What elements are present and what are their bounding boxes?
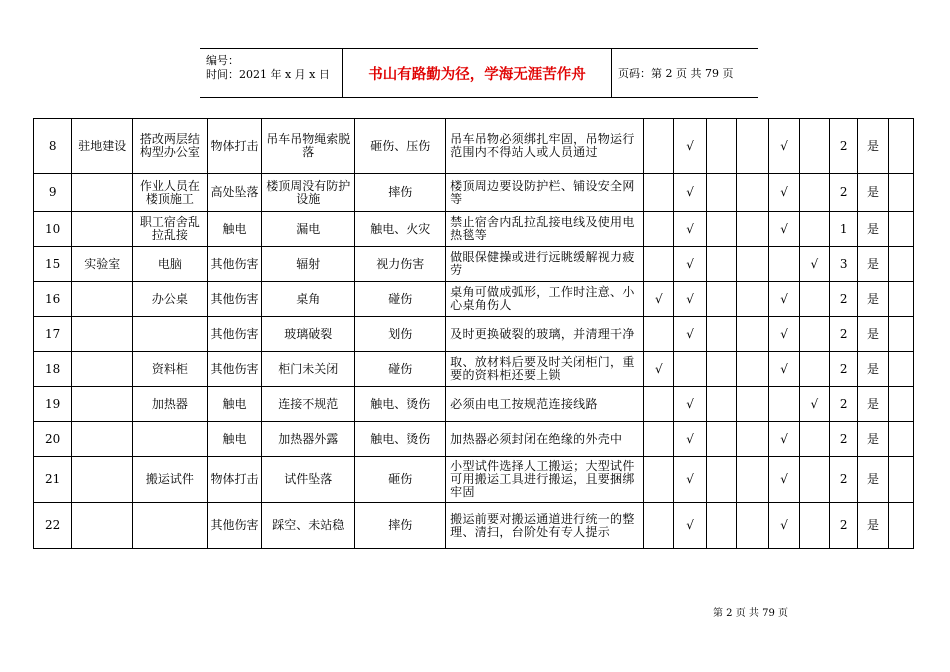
check-cell-1: √ bbox=[644, 352, 674, 387]
hazard-cell: 加热器外露 bbox=[262, 422, 355, 457]
measure-cell: 做眼保健操或进行远眺缓解视力疲劳 bbox=[446, 247, 644, 282]
area-cell bbox=[72, 503, 133, 549]
flag-cell: 是 bbox=[858, 119, 888, 174]
check-cell-3 bbox=[706, 119, 736, 174]
level-cell: 2 bbox=[830, 422, 858, 457]
item-cell bbox=[133, 422, 208, 457]
check-cell-3 bbox=[706, 247, 736, 282]
check-cell-6 bbox=[799, 174, 829, 212]
item-cell: 搬运试件 bbox=[133, 457, 208, 503]
check-cell-6 bbox=[799, 457, 829, 503]
type-cell: 触电 bbox=[207, 387, 262, 422]
row-number: 9 bbox=[34, 174, 72, 212]
harm-cell: 砸伤 bbox=[355, 457, 446, 503]
empty-cell bbox=[888, 457, 913, 503]
table-row bbox=[34, 387, 914, 422]
measure-cell: 楼顶周边要设防护栏、铺设安全网等 bbox=[446, 174, 644, 212]
flag-cell: 是 bbox=[858, 247, 888, 282]
item-cell: 搭改两层结构型办公室 bbox=[133, 119, 208, 174]
measure-cell: 小型试件选择人工搬运；大型试件可用搬运工具进行搬运，且要捆绑牢固 bbox=[446, 457, 644, 503]
area-cell: 实验室 bbox=[72, 247, 133, 282]
hazard-table-body bbox=[34, 119, 914, 549]
level-cell: 2 bbox=[830, 387, 858, 422]
item-cell: 职工宿舍乱拉乱接 bbox=[133, 212, 208, 247]
item-cell: 资料柜 bbox=[133, 352, 208, 387]
item-cell: 办公桌 bbox=[133, 282, 208, 317]
harm-cell: 触电、烫伤 bbox=[355, 422, 446, 457]
area-cell bbox=[72, 387, 133, 422]
check-cell-2: √ bbox=[674, 212, 706, 247]
hazard-cell: 漏电 bbox=[262, 212, 355, 247]
item-cell: 电脑 bbox=[133, 247, 208, 282]
check-cell-1: √ bbox=[644, 282, 674, 317]
measure-cell: 加热器必须封闭在绝缘的外壳中 bbox=[446, 422, 644, 457]
flag-cell: 是 bbox=[858, 282, 888, 317]
table-row bbox=[34, 247, 914, 282]
header-motto: 书山有路勤为径，学海无涯苦作舟 bbox=[342, 49, 612, 97]
type-cell: 触电 bbox=[207, 422, 262, 457]
check-cell-5: √ bbox=[769, 119, 799, 174]
flag-cell: 是 bbox=[858, 387, 888, 422]
measure-cell: 必须由电工按规范连接线路 bbox=[446, 387, 644, 422]
measure-cell: 吊车吊物必须绑扎牢固，吊物运行范围内不得站人或人员通过 bbox=[446, 119, 644, 174]
area-cell bbox=[72, 352, 133, 387]
type-cell: 其他伤害 bbox=[207, 247, 262, 282]
check-cell-1 bbox=[644, 503, 674, 549]
check-cell-3 bbox=[706, 352, 736, 387]
hazard-table bbox=[33, 118, 914, 549]
level-cell: 2 bbox=[830, 352, 858, 387]
check-cell-6: √ bbox=[799, 387, 829, 422]
check-cell-2: √ bbox=[674, 247, 706, 282]
level-cell: 2 bbox=[830, 317, 858, 352]
type-cell: 物体打击 bbox=[207, 119, 262, 174]
empty-cell bbox=[888, 247, 913, 282]
check-cell-6: √ bbox=[799, 247, 829, 282]
row-number: 19 bbox=[34, 387, 72, 422]
harm-cell: 碰伤 bbox=[355, 352, 446, 387]
check-cell-4 bbox=[737, 422, 769, 457]
table-row bbox=[34, 503, 914, 549]
header-info bbox=[200, 49, 342, 97]
area-cell bbox=[72, 422, 133, 457]
table-row bbox=[34, 212, 914, 247]
check-cell-2: √ bbox=[674, 174, 706, 212]
harm-cell: 摔伤 bbox=[355, 503, 446, 549]
level-cell: 2 bbox=[830, 174, 858, 212]
check-cell-4 bbox=[737, 212, 769, 247]
check-cell-2: √ bbox=[674, 503, 706, 549]
check-cell-4 bbox=[737, 119, 769, 174]
check-cell-1 bbox=[644, 119, 674, 174]
check-cell-3 bbox=[706, 174, 736, 212]
flag-cell: 是 bbox=[858, 422, 888, 457]
flag-cell: 是 bbox=[858, 317, 888, 352]
measure-cell: 及时更换破裂的玻璃，并清理干净 bbox=[446, 317, 644, 352]
area-cell bbox=[72, 317, 133, 352]
check-cell-1 bbox=[644, 247, 674, 282]
check-cell-4 bbox=[737, 503, 769, 549]
check-cell-5: √ bbox=[769, 422, 799, 457]
check-cell-4 bbox=[737, 352, 769, 387]
check-cell-4 bbox=[737, 247, 769, 282]
type-cell: 触电 bbox=[207, 212, 262, 247]
check-cell-1 bbox=[644, 457, 674, 503]
measure-cell: 禁止宿舍内乱拉乱接电线及使用电热毯等 bbox=[446, 212, 644, 247]
check-cell-2: √ bbox=[674, 422, 706, 457]
level-cell: 2 bbox=[830, 457, 858, 503]
harm-cell: 视力伤害 bbox=[355, 247, 446, 282]
check-cell-1 bbox=[644, 387, 674, 422]
check-cell-5: √ bbox=[769, 212, 799, 247]
level-cell: 3 bbox=[830, 247, 858, 282]
check-cell-2: √ bbox=[674, 457, 706, 503]
hazard-cell: 试件坠落 bbox=[262, 457, 355, 503]
check-cell-1 bbox=[644, 317, 674, 352]
page-footer: 第 2 页 共 79 页 bbox=[713, 608, 788, 619]
check-cell-4 bbox=[737, 387, 769, 422]
flag-cell: 是 bbox=[858, 174, 888, 212]
measure-cell: 桌角可做成弧形，工作时注意、小心桌角伤人 bbox=[446, 282, 644, 317]
row-number: 21 bbox=[34, 457, 72, 503]
check-cell-2: √ bbox=[674, 317, 706, 352]
level-cell: 2 bbox=[830, 119, 858, 174]
table-row bbox=[34, 317, 914, 352]
page-label: 页码：第 2 页 共 79 页 bbox=[618, 67, 734, 80]
flag-cell: 是 bbox=[858, 212, 888, 247]
area-cell: 驻地建设 bbox=[72, 119, 133, 174]
table-row bbox=[34, 119, 914, 174]
measure-cell: 取、放材料后要及时关闭柜门，重要的资料柜还要上锁 bbox=[446, 352, 644, 387]
area-cell bbox=[72, 212, 133, 247]
area-cell bbox=[72, 282, 133, 317]
check-cell-2 bbox=[674, 352, 706, 387]
check-cell-6 bbox=[799, 317, 829, 352]
flag-cell: 是 bbox=[858, 457, 888, 503]
check-cell-3 bbox=[706, 317, 736, 352]
table-row bbox=[34, 457, 914, 503]
harm-cell: 触电、烫伤 bbox=[355, 387, 446, 422]
flag-cell: 是 bbox=[858, 503, 888, 549]
empty-cell bbox=[888, 119, 913, 174]
check-cell-6 bbox=[799, 503, 829, 549]
flag-cell: 是 bbox=[858, 352, 888, 387]
hazard-cell: 辐射 bbox=[262, 247, 355, 282]
check-cell-5: √ bbox=[769, 282, 799, 317]
harm-cell: 摔伤 bbox=[355, 174, 446, 212]
check-cell-2: √ bbox=[674, 119, 706, 174]
level-cell: 1 bbox=[830, 212, 858, 247]
item-cell: 作业人员在楼顶施工 bbox=[133, 174, 208, 212]
check-cell-3 bbox=[706, 503, 736, 549]
item-cell bbox=[133, 503, 208, 549]
level-cell: 2 bbox=[830, 282, 858, 317]
check-cell-5: √ bbox=[769, 503, 799, 549]
type-cell: 物体打击 bbox=[207, 457, 262, 503]
check-cell-5 bbox=[769, 247, 799, 282]
type-cell: 其他伤害 bbox=[207, 352, 262, 387]
check-cell-6 bbox=[799, 212, 829, 247]
check-cell-5: √ bbox=[769, 352, 799, 387]
harm-cell: 划伤 bbox=[355, 317, 446, 352]
item-cell bbox=[133, 317, 208, 352]
row-number: 18 bbox=[34, 352, 72, 387]
check-cell-2: √ bbox=[674, 282, 706, 317]
empty-cell bbox=[888, 422, 913, 457]
hazard-cell: 玻璃破裂 bbox=[262, 317, 355, 352]
row-number: 22 bbox=[34, 503, 72, 549]
row-number: 20 bbox=[34, 422, 72, 457]
type-cell: 其他伤害 bbox=[207, 282, 262, 317]
hazard-cell: 柜门未关闭 bbox=[262, 352, 355, 387]
check-cell-3 bbox=[706, 457, 736, 503]
empty-cell bbox=[888, 317, 913, 352]
item-cell: 加热器 bbox=[133, 387, 208, 422]
table-row bbox=[34, 174, 914, 212]
check-cell-5: √ bbox=[769, 457, 799, 503]
check-cell-4 bbox=[737, 317, 769, 352]
type-cell: 高处坠落 bbox=[207, 174, 262, 212]
level-cell: 2 bbox=[830, 503, 858, 549]
row-number: 17 bbox=[34, 317, 72, 352]
check-cell-6 bbox=[799, 119, 829, 174]
check-cell-4 bbox=[737, 457, 769, 503]
area-cell bbox=[72, 174, 133, 212]
document-header bbox=[200, 48, 758, 98]
measure-cell: 搬运前要对搬运通道进行统一的整理、清扫，台阶处有专人提示 bbox=[446, 503, 644, 549]
check-cell-4 bbox=[737, 174, 769, 212]
row-number: 8 bbox=[34, 119, 72, 174]
table-row bbox=[34, 422, 914, 457]
check-cell-3 bbox=[706, 282, 736, 317]
row-number: 16 bbox=[34, 282, 72, 317]
row-number: 10 bbox=[34, 212, 72, 247]
table-row bbox=[34, 352, 914, 387]
check-cell-6 bbox=[799, 352, 829, 387]
harm-cell: 碰伤 bbox=[355, 282, 446, 317]
empty-cell bbox=[888, 387, 913, 422]
time-label: 时间：2021 年 x 月 x 日 bbox=[206, 68, 330, 81]
empty-cell bbox=[888, 503, 913, 549]
type-cell: 其他伤害 bbox=[207, 317, 262, 352]
check-cell-3 bbox=[706, 387, 736, 422]
check-cell-6 bbox=[799, 422, 829, 457]
empty-cell bbox=[888, 352, 913, 387]
empty-cell bbox=[888, 174, 913, 212]
check-cell-1 bbox=[644, 174, 674, 212]
check-cell-1 bbox=[644, 212, 674, 247]
type-cell: 其他伤害 bbox=[207, 503, 262, 549]
check-cell-3 bbox=[706, 422, 736, 457]
check-cell-1 bbox=[644, 422, 674, 457]
check-cell-4 bbox=[737, 282, 769, 317]
number-label: 编号： bbox=[206, 54, 239, 67]
harm-cell: 触电、火灾 bbox=[355, 212, 446, 247]
harm-cell: 砸伤、压伤 bbox=[355, 119, 446, 174]
empty-cell bbox=[888, 212, 913, 247]
hazard-cell: 楼顶周没有防护设施 bbox=[262, 174, 355, 212]
check-cell-2: √ bbox=[674, 387, 706, 422]
hazard-cell: 踩空、未站稳 bbox=[262, 503, 355, 549]
hazard-cell: 桌角 bbox=[262, 282, 355, 317]
check-cell-3 bbox=[706, 212, 736, 247]
check-cell-5: √ bbox=[769, 317, 799, 352]
area-cell bbox=[72, 457, 133, 503]
check-cell-5: √ bbox=[769, 174, 799, 212]
table-row bbox=[34, 282, 914, 317]
empty-cell bbox=[888, 282, 913, 317]
row-number: 15 bbox=[34, 247, 72, 282]
hazard-cell: 吊车吊物绳索脱落 bbox=[262, 119, 355, 174]
check-cell-5 bbox=[769, 387, 799, 422]
hazard-cell: 连接不规范 bbox=[262, 387, 355, 422]
check-cell-6 bbox=[799, 282, 829, 317]
